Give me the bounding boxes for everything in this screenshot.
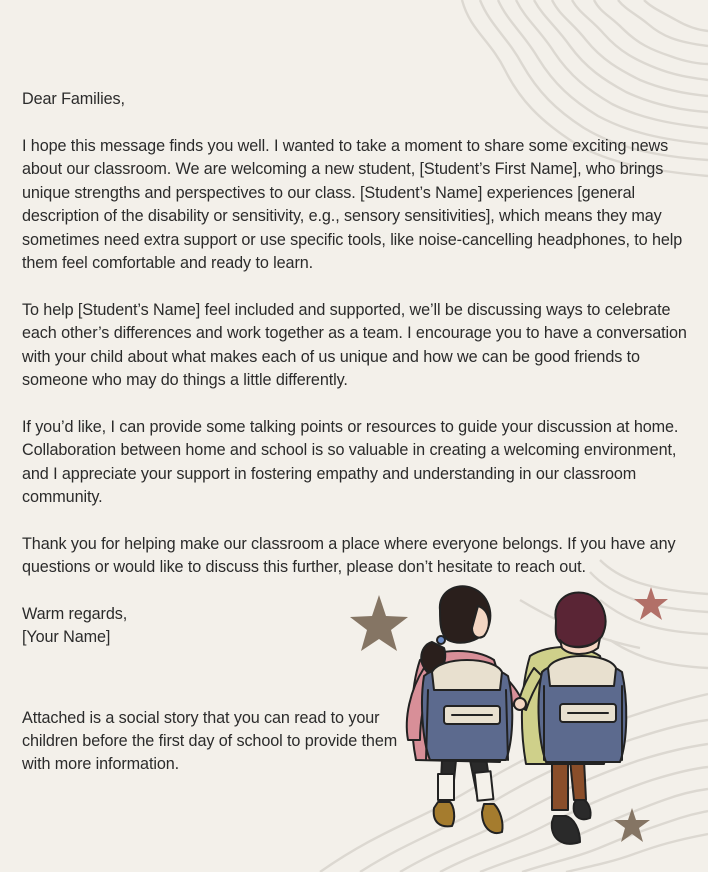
letter-body: [22, 88, 690, 650]
signature: [Your Name]: [22, 628, 111, 646]
paragraph-resources: If you’d like, I can provide some talking points or resources to guide your discussion at home. Collaboration between home and school is so valuable in creating a welcoming environment, and I appreciate your support in fostering empathy and understanding in our classroom community.: [22, 417, 679, 506]
paragraph-thanks: Thank you for helping make our classroom a place where everyone belongs. If you have any questions or would like to discuss this further, please don’t hesitate to reach out.: [22, 534, 676, 576]
closing: Warm regards,: [22, 604, 128, 623]
paragraph-inclusion: To help [Student’s Name] feel included and supported, we’ll be discussing ways to celebrate each other’s differences and work together as a team. I encourage you to have a conversation with your child about what makes each of us unique and how we can be good friends to someone who may do things a little differently.: [22, 300, 687, 389]
attachment-note: Attached is a social story that you can read to your children before the first day of school to provide them with more information.: [22, 709, 398, 773]
paragraph-intro: I hope this message finds you well. I wanted to take a moment to share some exciting news about our classroom. We are welcoming a new student, [Student’s First Name], who brings unique strengths and perspectives to our class. [Student’s Name] experiences [general description of the disability or sensitivity, e.g., sensory sensitivities], which means they may sometimes need extra support or use specific tools, like noise-cancelling headphones, to help them feel comfortable and ready to learn.: [22, 136, 683, 272]
signoff: [22, 603, 690, 650]
greeting: Dear Families,: [22, 90, 125, 108]
